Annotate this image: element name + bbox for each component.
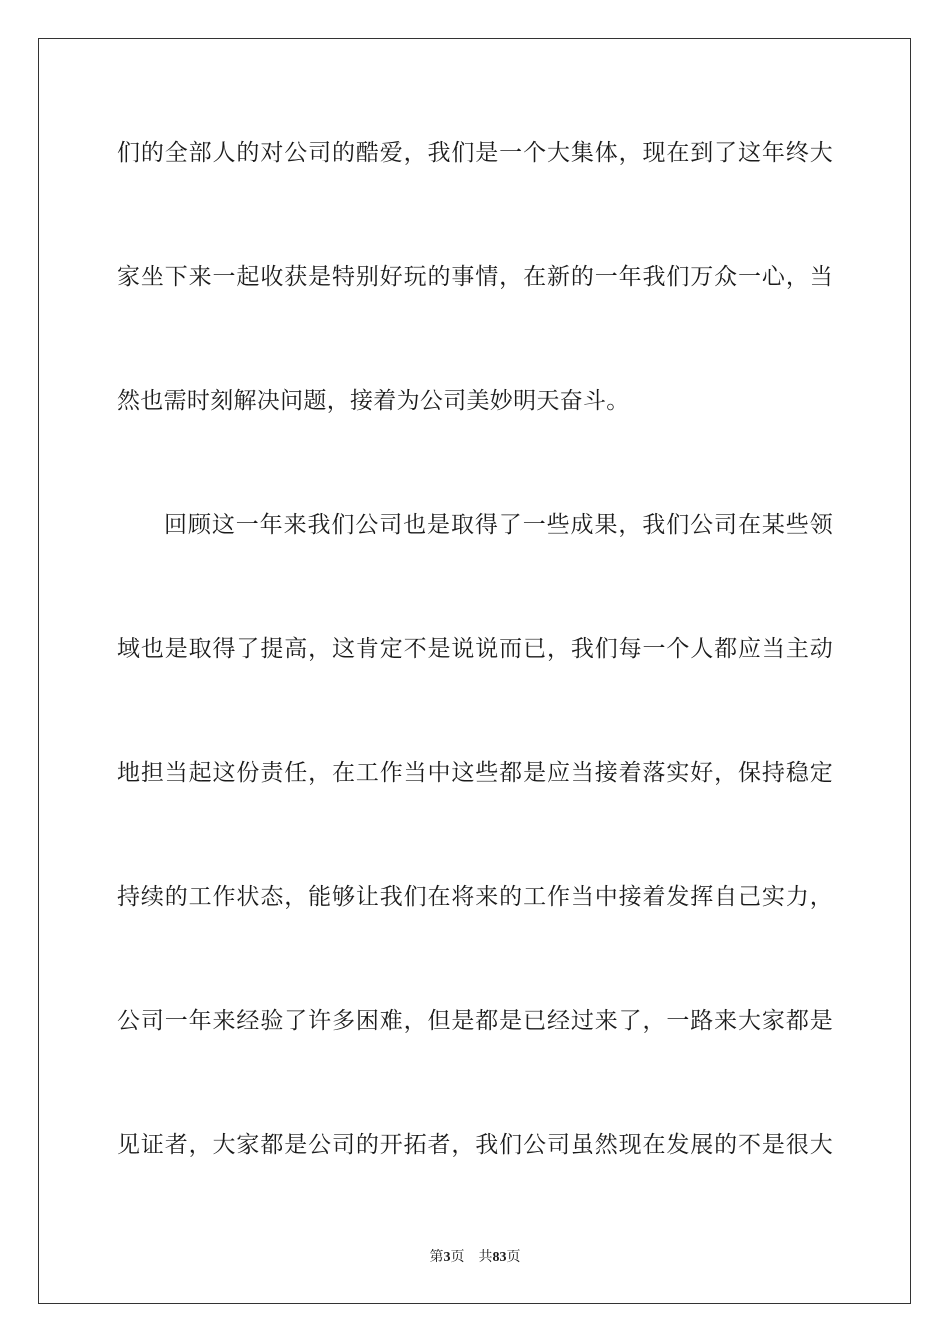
footer-total-pages: 83 xyxy=(492,1250,507,1265)
body-text-line-6: 地担当起这份责任，在工作当中这些都是应当接着落实好，保持稳定 xyxy=(117,760,833,786)
body-text-line-1: 们的全部人的对公司的酷爱，我们是一个大集体，现在到了这年终大 xyxy=(117,140,833,166)
footer-total-prefix: 共 xyxy=(478,1249,493,1265)
body-text-line-2: 家坐下来一起收获是特别好玩的事情，在新的一年我们万众一心，当 xyxy=(117,264,833,290)
body-text-line-3: 然也需时刻解决问题，接着为公司美妙明天奋斗。 xyxy=(117,388,630,414)
body-text-line-8: 公司一年来经验了许多困难，但是都是已经过来了，一路来大家都是 xyxy=(117,1008,833,1034)
body-text-line-9: 见证者，大家都是公司的开拓者，我们公司虽然现在发展的不是很大 xyxy=(117,1132,833,1158)
footer-page-number: 3 xyxy=(443,1250,451,1265)
body-text-line-5: 域也是取得了提高，这肯定不是说说而已，我们每一个人都应当主动 xyxy=(117,636,833,662)
page-border xyxy=(38,38,911,1304)
footer-total-suffix: 页 xyxy=(506,1249,521,1265)
paragraph-first-line: 回顾这一年来我们公司也是取得了一些成果，我们公司在某些领 xyxy=(164,512,833,538)
footer-page-prefix: 第 xyxy=(429,1249,444,1265)
body-text-line-7: 持续的工作状态，能够让我们在将来的工作当中接着发挥自己实力， xyxy=(117,884,833,910)
footer-page-suffix: 页 xyxy=(450,1249,465,1265)
page-footer xyxy=(0,1248,950,1267)
